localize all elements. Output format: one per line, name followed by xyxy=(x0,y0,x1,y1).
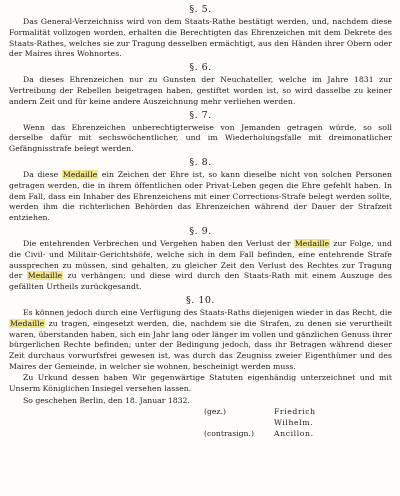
countersignature-name: Ancillon. xyxy=(274,428,314,438)
section-9-heading: §. 9. xyxy=(189,225,212,237)
highlighted-term: Medaille xyxy=(294,238,330,248)
section-5-text: Das General-Verzeichniss wird von dem Staats-Rathe bestätigt werden, und, nachdem diese Formalität vollzogen worden, erhalten die Berechtigten das Ehrenzeichen mit dem Dekrete des Staats-Rathes, welches sie zur Tragung desselben ermächtigt, aus den Händen ihrer Obern oder der Maires ihres Wohnortes. xyxy=(9,17,392,59)
highlighted-term: Medaille xyxy=(10,318,45,328)
section-10-heading: §. 10. xyxy=(186,294,215,306)
section-7-text: Wenn das Ehrenzeichen unberechtigterweise von Jemanden getragen würde, so soll derselbe dafür mit sechswöchentlicher, und im Wiederholungsfalle mit dreimonatlicher Gefängnisstrafe belegt werden. xyxy=(9,122,392,154)
signature-name: Friedrich Wilhelm. xyxy=(274,407,316,427)
section-10-text-before: Es können jedoch durch eine Verfügung des Staats-Raths diejenigen wieder in das Recht, die xyxy=(23,307,392,317)
section-6-text: Da dieses Ehrenzeichen nur zu Gunsten der Neuchateller, welche im Jahre 1831 zur Vertreibung der Rebellen beigetragen haben, gestiftet worden ist, so wird dasselbe zu keiner andern Zeit und für keine andere Auszeichnung mehr verliehen werden. xyxy=(9,75,392,106)
signature-line-2 xyxy=(9,429,354,440)
dateline: So geschehen Berlin, den 18. Januar 1832. xyxy=(23,396,190,406)
section-8-text-after: ein Zeichen der Ehre ist, so kann dieselbe nicht von solchen Personen getragen werden, die in ihrem öffentlichen oder Privat-Leben gegen die Ehre gefehlt haben. In dem Fall, dass ein Inhaber des Ehrenzeichens mit einer Corrections-Strafe belegt werden sollte, werden ihm die richterlichen Behörden das Ehrenzeichen während der Dauer der Strafzeit entziehen. xyxy=(9,169,392,223)
section-6-heading: §. 6. xyxy=(189,62,212,74)
section-8-text-before: Da diese xyxy=(23,169,62,179)
signature-line-1 xyxy=(9,407,354,429)
section-9-text-middle: zur Folge, und die Civil- und Militair-Gerichtshöfe, welche sich in dem Fall befinden, eine entehrende Strafe aussprechen zu müssen, sind gehalten, zu gleicher Zeit den Verlust des Rechtes zur Tragung der xyxy=(9,238,392,281)
countersignature-label: (contrasign.) xyxy=(204,428,254,438)
signature-label: (gez.) xyxy=(204,407,226,417)
closing-text: Zu Urkund dessen haben Wir gegenwärtige Statuten eigenhändig unterzeichnet und mit Unserm Königlichen Insiegel versehen lassen. xyxy=(9,372,392,393)
section-10-text-after: zu tragen, eingesetzt werden, die, nachdem sie die Strafen, zu denen sie verurtheilt waren, überstanden haben, sich ein Jahr lang oder länger im vollen und gänzlichen Genuss ihrer bürgerlichen Rechte befinden; unter der Bedingung jedoch, dass ihr Betragen während dieser Zeit durchaus vorwurfsfrei gewesen ist, was durch das Zeugniss zweier Eigenthümer und des Maires der Gemeinde, in welcher sie wohnen, bescheinigt werden muss. xyxy=(9,318,392,371)
highlighted-term: Medaille xyxy=(62,169,98,179)
section-7-heading: §. 7. xyxy=(189,109,212,121)
section-9-text-after: zu verhängen; und diese wird durch den Staats-Rath mit einem Auszuge des gefällten Urtheils zurückgesandt. xyxy=(9,271,392,292)
section-9-text xyxy=(9,239,392,293)
section-10-text xyxy=(9,308,392,373)
section-5-heading: §. 5. xyxy=(189,4,212,15)
highlighted-term: Medaille xyxy=(27,271,63,281)
section-9-text-before: Die entehrenden Verbrechen und Vergehen haben den Verlust der xyxy=(23,238,294,248)
section-8-heading: §. 8. xyxy=(189,156,212,168)
section-8-text xyxy=(9,170,392,224)
